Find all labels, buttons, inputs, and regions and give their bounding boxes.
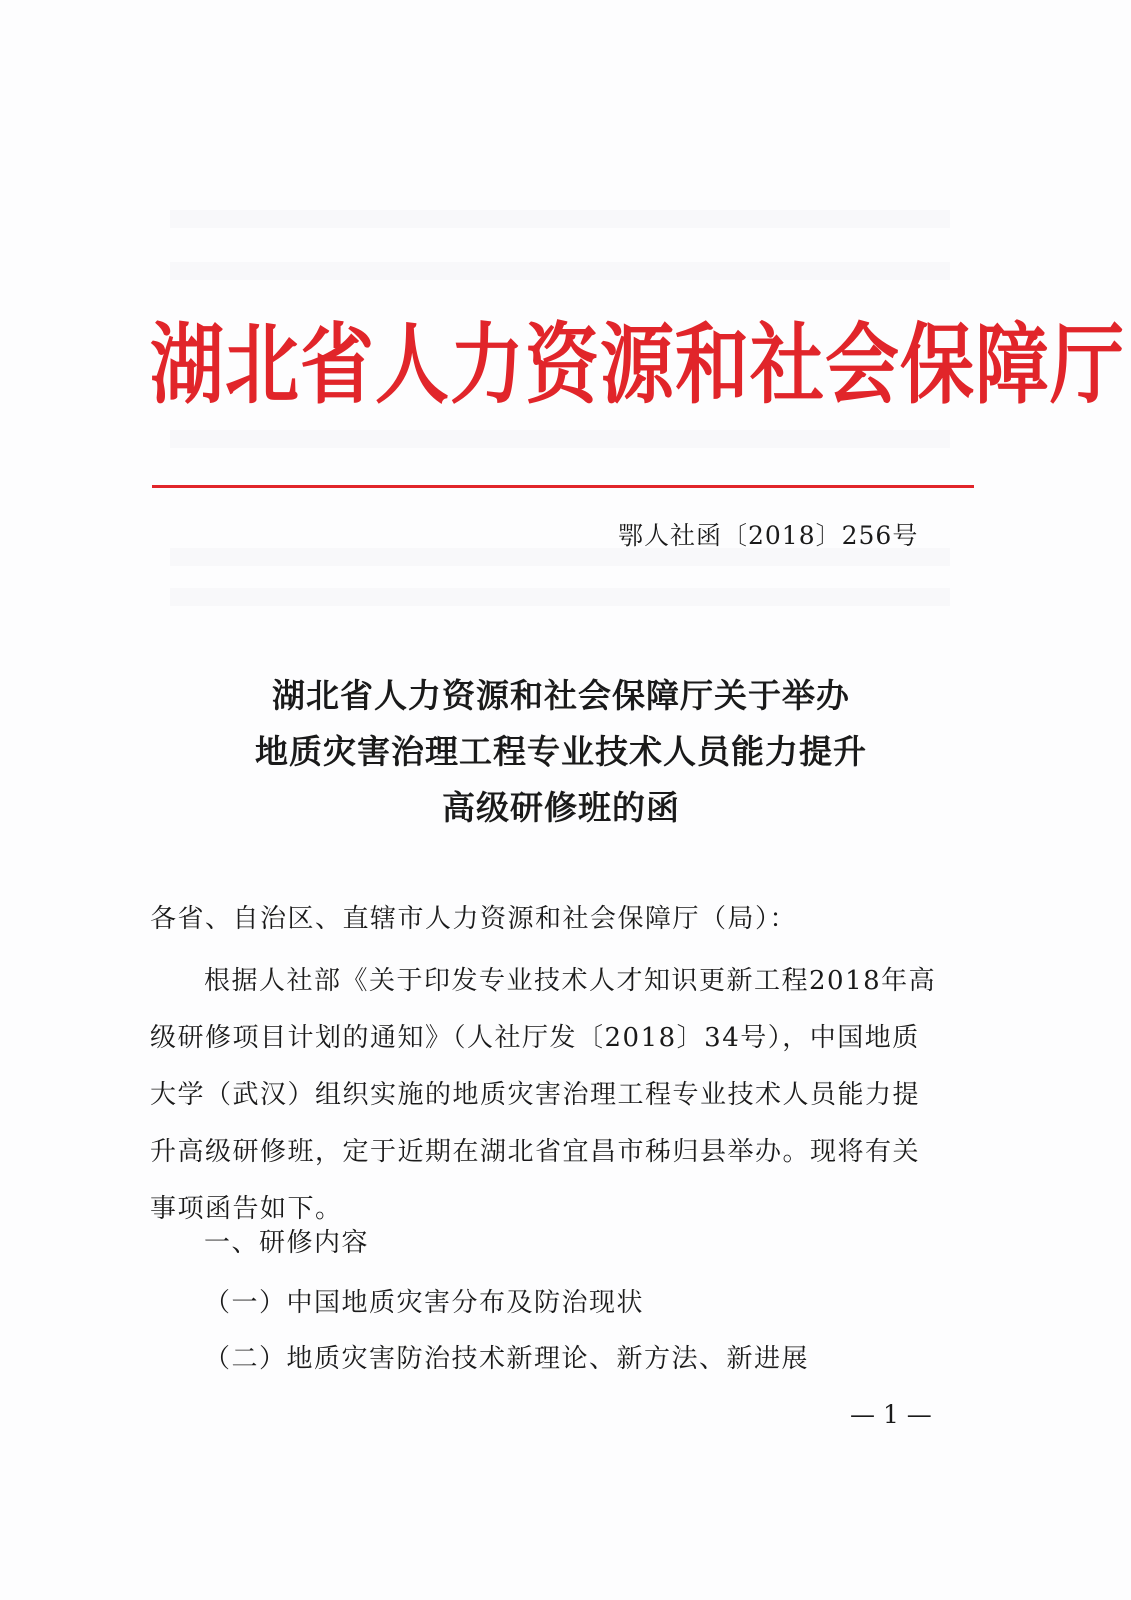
title-line: 湖北省人力资源和社会保障厅关于举办: [272, 676, 850, 715]
title-line: 地质灾害治理工程专业技术人员能力提升: [255, 732, 867, 771]
document-title: [150, 668, 972, 836]
paragraph-line: 升高级研修班，定于近期在湖北省宜昌市秭归县举办。现将有关: [150, 1137, 921, 1167]
scan-bleed-through: [170, 210, 950, 228]
scan-bleed-through: [170, 430, 950, 448]
body-paragraph: [150, 953, 950, 1238]
salutation: 各省、自治区、直辖市人力资源和社会保障厅（局）：: [150, 904, 798, 934]
page-number: — 1 —: [850, 1400, 932, 1429]
paragraph-line: 级研修项目计划的通知》（人社厅发〔2018〕34号），中国地质: [150, 1023, 920, 1053]
title-line: 高级研修班的函: [442, 788, 680, 827]
masthead-title: 湖北省人力资源和社会保障厅: [150, 314, 1125, 417]
red-divider-line: [152, 485, 974, 488]
scan-bleed-through: [170, 588, 950, 606]
paragraph-line: 大学（武汉）组织实施的地质灾害治理工程专业技术人员能力提: [150, 1080, 921, 1110]
paragraph-line: 根据人社部《关于印发专业技术人才知识更新工程2018年高: [204, 966, 937, 996]
document-number: 鄂人社函〔2018〕256号: [618, 521, 919, 550]
paragraph-line: 事项函告如下。: [150, 1194, 343, 1224]
list-item: （二）地质灾害防治技术新理论、新方法、新进展: [204, 1344, 810, 1374]
section-heading: 一、研修内容: [204, 1228, 370, 1258]
scan-bleed-through: [170, 262, 950, 280]
list-item: （一）中国地质灾害分布及防治现状: [204, 1288, 645, 1318]
